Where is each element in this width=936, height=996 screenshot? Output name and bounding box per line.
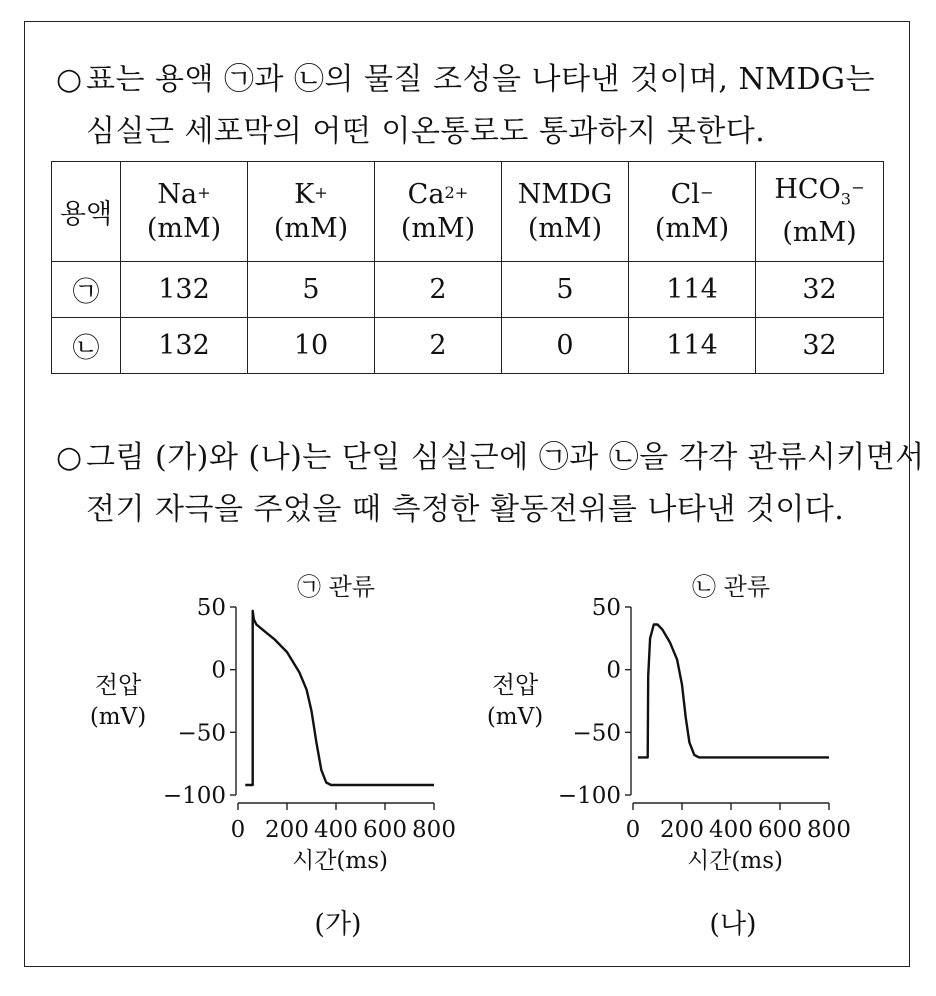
chart1-x-tick-label: 0: [230, 817, 246, 843]
header-nmdg: NMDG (mM): [502, 162, 629, 262]
row-label: ㉠: [52, 262, 121, 318]
header-k: K+ (mM): [248, 162, 375, 262]
table-cell: 2: [375, 262, 502, 318]
chart2-x-tick-label: 200: [660, 817, 704, 843]
table-cell: 5: [248, 262, 375, 318]
bullet-1: ○: [56, 62, 83, 97]
chart2-y-tick-label: 50: [591, 595, 621, 621]
intro-line-1: 표는 용액 ㉠과 ㉡의 물질 조성을 나타낸 것이며, NMDG는: [86, 62, 875, 97]
chart2-series-line: [638, 625, 829, 758]
chart2-y-unit-label: (mV): [486, 704, 544, 730]
bullet-2: ○: [56, 440, 83, 475]
chart1-title: ㉠ 관류: [297, 573, 375, 601]
chart1-y-tick-label: −50: [177, 720, 226, 747]
table-cell: 114: [629, 262, 756, 318]
chart1-y-label: 전압: [94, 671, 142, 699]
chart2-x-label: 시간(ms): [687, 848, 783, 874]
header-ca: $Ca^{2+}$ (mM): [375, 162, 502, 262]
chart1-x-tick-label: 200: [265, 817, 309, 843]
table-cell: 32: [756, 318, 884, 374]
chart1-x-tick-label: 600: [363, 817, 407, 843]
table-cell: 0: [502, 318, 629, 374]
table-cell: 132: [121, 318, 248, 374]
header-cl: Cl− (mM): [629, 162, 756, 262]
table-cell: 32: [756, 262, 884, 318]
header-hco3: $HCO_3^-$ (mM): [756, 162, 884, 262]
chart1-y-tick-label: 50: [196, 595, 226, 621]
chart1-x-label: 시간(ms): [292, 848, 388, 874]
chart2-x-tick-label: 600: [758, 817, 802, 843]
chart2-caption: (나): [709, 909, 757, 940]
chart1-y-tick-label: −100: [162, 783, 226, 809]
chart1-y-tick-label: 0: [211, 657, 226, 684]
table-cell: 10: [248, 318, 375, 374]
header-corner: 용액: [52, 162, 121, 262]
chart2-y-tick-label: −100: [557, 783, 621, 809]
chart1-series-line: [245, 611, 434, 785]
figure-line-2: 전기 자극을 주었을 때 측정한 활동전위를 나타낸 것이다.: [86, 492, 845, 527]
chart1-x-tick-label: 400: [314, 817, 358, 843]
chart2-title: ㉡ 관류: [692, 573, 770, 601]
intro-line-2: 심실근 세포막의 어떤 이온통로도 통과하지 못한다.: [86, 114, 766, 149]
chart2-x-tick-label: 0: [625, 817, 641, 843]
chart2-y-tick-label: −50: [572, 720, 621, 747]
figure-line-1: 그림 (가)와 (나)는 단일 심실근에 ㉠과 ㉡을 각각 관류시키면서: [86, 440, 925, 475]
chart2-y-tick-label: 0: [606, 657, 621, 684]
table-cell: 132: [121, 262, 248, 318]
chart1-caption: (가): [314, 909, 362, 940]
table-cell: 5: [502, 262, 629, 318]
chart1-y-unit-label: (mV): [89, 704, 147, 730]
chart2-x-tick-label: 400: [709, 817, 753, 843]
table-cell: 114: [629, 318, 756, 374]
chart2-y-label: 전압: [491, 671, 539, 699]
table-cell: 2: [375, 318, 502, 374]
header-na: Na+ (mM): [121, 162, 248, 262]
chart1-x-tick-label: 800: [412, 817, 456, 843]
row-label: ㉡: [52, 318, 121, 374]
chart2-x-tick-label: 800: [807, 817, 851, 843]
